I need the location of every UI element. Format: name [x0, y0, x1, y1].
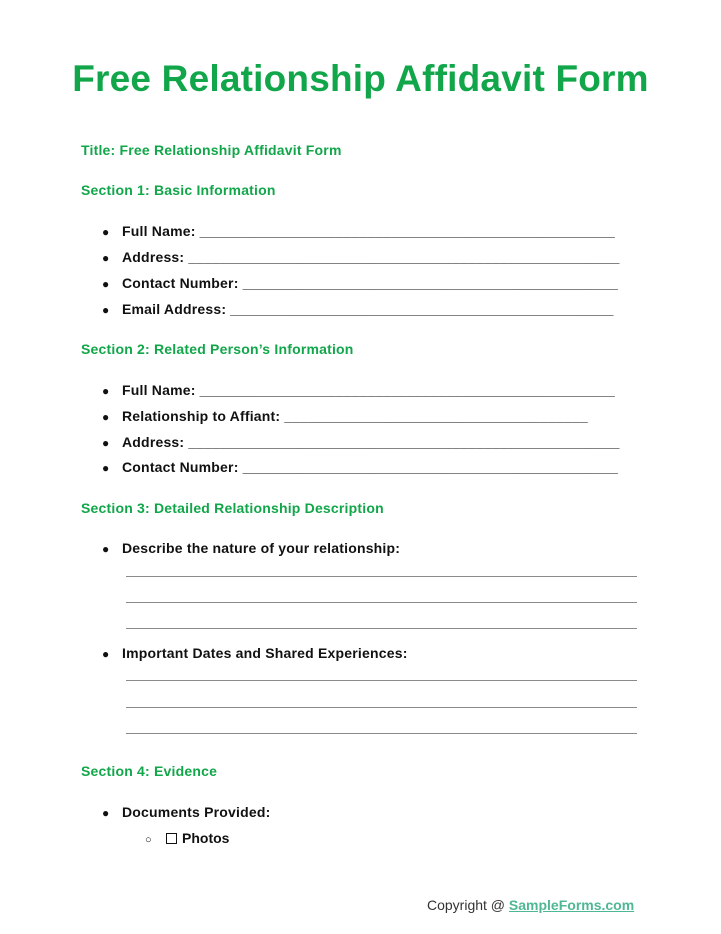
bullet-icon: ● — [102, 410, 110, 424]
writing-line[interactable] — [126, 576, 637, 577]
bullet-icon: ● — [102, 436, 110, 450]
list-item — [102, 249, 620, 265]
document-title-line: Title: Free Relationship Affidavit Form — [81, 142, 342, 158]
writing-line[interactable] — [126, 680, 637, 681]
list-item — [102, 804, 271, 820]
list-item — [102, 223, 615, 239]
bullet-icon: ● — [102, 225, 110, 239]
list-item — [102, 459, 618, 475]
field-relationship[interactable]: Relationship to Affiant: ______________________________________ — [122, 408, 588, 424]
page-title: Free Relationship Affidavit Form — [72, 58, 649, 99]
footer-copyright — [427, 897, 634, 913]
field-full-name[interactable]: Full Name: ____________________________________________________ — [122, 223, 615, 239]
sampleforms-link[interactable]: SampleForms.com — [508, 897, 635, 913]
bullet-icon: ● — [102, 277, 110, 291]
bullet-icon: ● — [102, 251, 110, 265]
copyright-text: Copyright @ — [427, 897, 509, 913]
field-related-full-name[interactable]: Full Name: ____________________________________________________ — [122, 382, 615, 398]
important-dates-label: Important Dates and Shared Experiences: — [122, 645, 408, 661]
bullet-icon: ● — [102, 303, 110, 317]
field-related-contact-number[interactable]: Contact Number: _______________________________________________ — [122, 459, 618, 475]
field-email-address[interactable]: Email Address: ________________________________________________ — [122, 301, 614, 317]
bullet-icon: ● — [102, 461, 110, 475]
section-3-heading: Section 3: Detailed Relationship Description — [81, 500, 384, 516]
section-1-heading: Section 1: Basic Information — [81, 182, 276, 198]
bullet-icon: ● — [102, 384, 110, 398]
bullet-icon: ● — [102, 806, 110, 820]
list-item — [102, 540, 400, 556]
list-item — [102, 645, 408, 661]
photos-label: Photos — [182, 830, 230, 846]
list-item — [102, 382, 615, 398]
photos-checkbox[interactable] — [166, 833, 177, 844]
relationship-nature-label: Describe the nature of your relationship: — [122, 540, 401, 556]
sub-list-item — [145, 830, 229, 846]
section-2-heading: Section 2: Related Person’s Information — [81, 341, 354, 357]
writing-line[interactable] — [126, 733, 637, 734]
list-item — [102, 408, 588, 424]
field-contact-number[interactable]: Contact Number: _______________________________________________ — [122, 275, 618, 291]
circle-bullet-icon: ○ — [145, 834, 152, 846]
field-address[interactable]: Address: ______________________________________________________ — [122, 249, 620, 265]
section-4-heading: Section 4: Evidence — [81, 763, 218, 779]
list-item — [102, 434, 620, 450]
bullet-icon: ● — [102, 542, 110, 556]
list-item — [102, 301, 614, 317]
field-related-address[interactable]: Address: ______________________________________________________ — [122, 434, 620, 450]
list-item — [102, 275, 618, 291]
documents-provided-label: Documents Provided: — [122, 804, 271, 820]
writing-line[interactable] — [126, 628, 637, 629]
writing-line[interactable] — [126, 602, 637, 603]
bullet-icon: ● — [102, 647, 110, 661]
writing-line[interactable] — [126, 707, 637, 708]
